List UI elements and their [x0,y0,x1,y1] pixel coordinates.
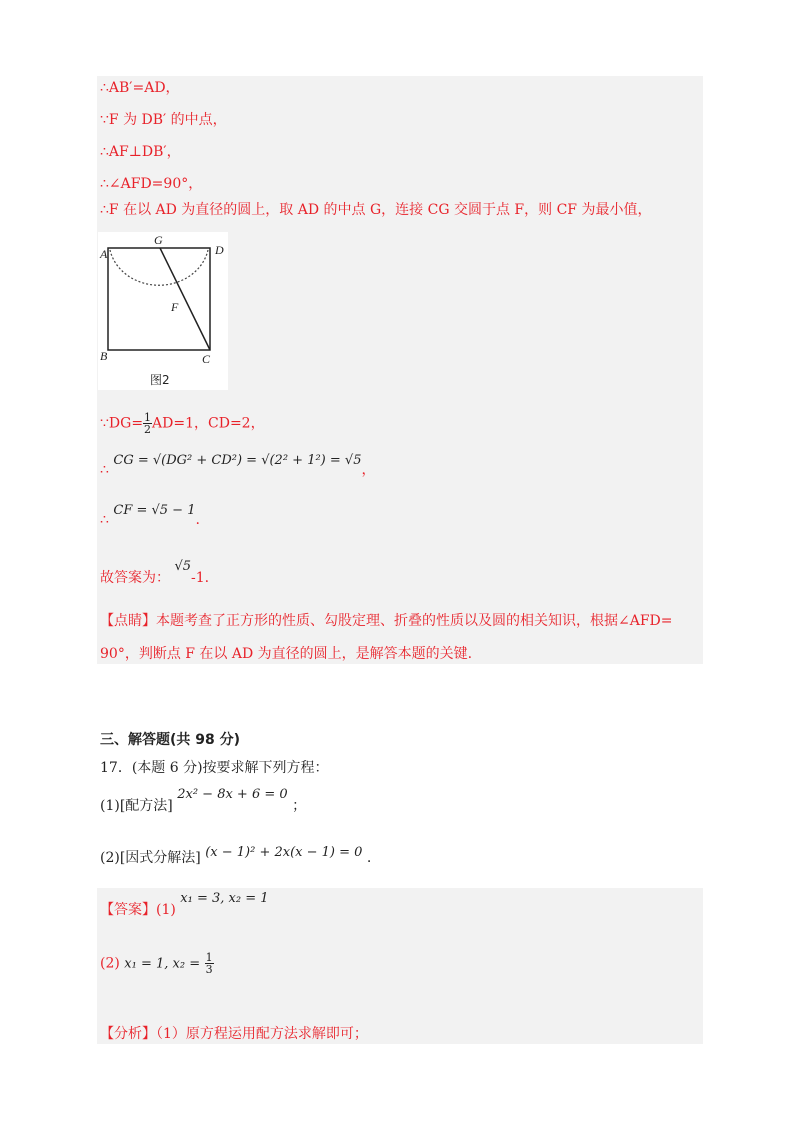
step-af-perp: ∴AF⊥DB′， [100,144,181,160]
label-g: G [154,233,163,247]
analysis-tag: 【分析】 [100,1026,156,1042]
answer-1-solution: x₁ = 3, x₂ = 1 [180,891,269,906]
answer-sqrt5: √5 [174,559,192,574]
fraction-one-half: $\frac{1}{2}$ [144,411,152,436]
q17-2-equation: (x − 1)² + 2x(x − 1) = 0 [205,845,363,860]
label-f: F [171,300,179,314]
step-cf-formula [100,503,200,531]
step-ab-equals-ad: ∴AB′=AD， [100,80,180,96]
answer-1-label: (1) [156,902,176,918]
answer-2-label: (2) [100,955,120,972]
cf-formula: CF = √5 − 1 [113,503,196,518]
label-d: D [215,243,224,257]
q17-1-tail: ； [292,798,307,814]
label-a: A [100,247,108,261]
cg-formula: CG = √(DG² + CD²) = √(2² + 1²) = √5 [113,453,362,468]
step-f-midpoint: ∵F 为 DB′ 的中点， [100,112,227,128]
therefore-symbol: ∴ [100,512,109,528]
geometry-figure-2 [98,232,228,390]
question-17-part-1 [100,787,307,817]
step-f-on-circle: ∴F 在以 AD 为直径的圆上，取 AD 的中点 G，连接 CG 交圆于点 F，则 CF 为最小值， [100,202,652,218]
answer-label: 故答案为： [100,570,170,586]
label-b: B [100,349,108,363]
analysis-text: （1）原方程运用配方法求解即可； [156,1026,368,1042]
label-c: C [202,352,211,366]
answer-tail: -1. [191,570,210,586]
section-title: 三、解答题(共 98 分) [100,732,241,748]
dg-prefix: ∵DG= [100,415,144,432]
q17-1-label: (1)[配方法] [100,798,173,814]
comment-text-1: 本题考查了正方形的性质、勾股定理、折叠的性质以及圆的相关知识，根据∠AFD= [156,613,673,629]
comment-line-2: 90°，判断点 F 在以 AD 为直径的圆上，是解答本题的关键. [100,646,473,662]
answer-line [100,559,210,589]
cf-tail: . [195,512,200,528]
comment-line-1 [100,611,673,631]
comment-tag: 【点睛】 [100,613,156,629]
cg-tail: ， [361,462,376,478]
answer-tag: 【答案】 [100,902,156,918]
dg-suffix: AD=1，CD=2， [152,415,265,432]
step-dg-value [100,412,265,435]
square-circle-diagram [98,232,228,390]
q17-1-equation: 2x² − 8x + 6 = 0 [177,787,288,802]
question-17: 17．(本题 6 分)按要求解下列方程： [100,760,329,776]
step-angle-afd: ∴∠AFD=90°， [100,176,203,192]
answer-part-2 [100,952,214,975]
figure-caption: 图2 [150,373,170,387]
answer-2-solution: x₁ = 1, x₂ = [124,956,201,972]
q17-2-tail: . [366,850,372,866]
step-cg-formula [100,453,376,481]
q17-2-label: (2)[因式分解法] [100,850,201,866]
question-17-part-2 [100,845,372,869]
answer-part-1 [100,891,269,921]
fraction-one-third: $\frac{1}{3}$ [205,951,213,976]
therefore-symbol: ∴ [100,462,109,478]
analysis-line [100,1024,368,1044]
